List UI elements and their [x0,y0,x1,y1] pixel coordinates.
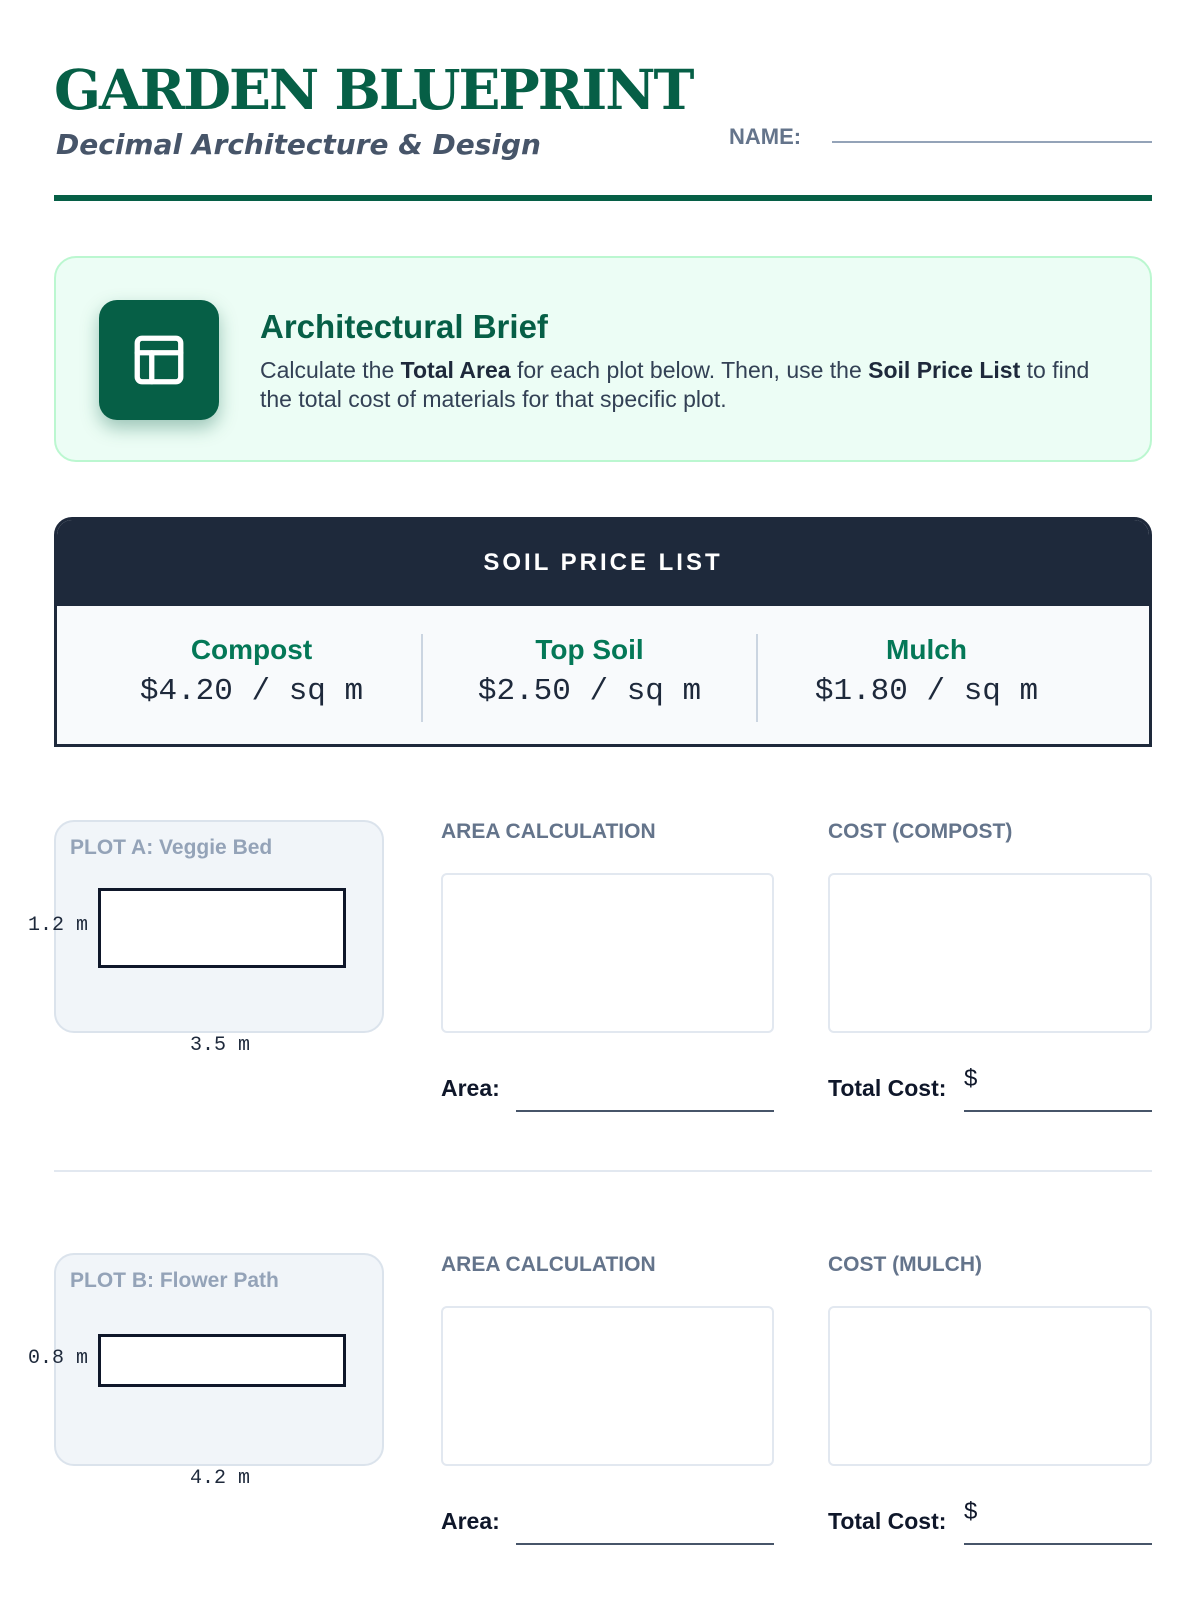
total-cost-label: Total Cost: [828,1075,947,1101]
total-cost-answer-field[interactable] [964,1543,1152,1545]
plot-diagram [54,820,384,1033]
price-item-name: Mulch [886,634,967,665]
cost-heading: COST (COMPOST) [828,820,1013,843]
brief-panel [54,256,1152,462]
plot-height-label: 0.8 m [28,1347,89,1370]
price-item-compost [79,634,424,709]
name-field[interactable] [832,141,1152,143]
cost-calculation-box[interactable] [828,1306,1152,1466]
cost-calculation-box[interactable] [828,873,1152,1033]
area-answer-field[interactable] [516,1110,774,1112]
total-cost-label: Total Cost: [828,1508,947,1534]
dollar-sign: $ [964,1498,978,1525]
section-divider [54,1170,1152,1172]
area-calculation-heading: AREA CALCULATION [441,820,656,843]
plot-width-label: 3.5 m [190,1034,251,1057]
area-label: Area: [441,1075,500,1101]
worksheet-header [54,58,1152,202]
area-label: Area: [441,1508,500,1534]
area-calculation-box[interactable] [441,1306,774,1466]
layout-icon [99,300,219,420]
area-calculation-heading: AREA CALCULATION [441,1253,656,1276]
dollar-sign: $ [964,1065,978,1092]
plot-shape [98,1334,346,1387]
plot-a-section [28,820,1152,1220]
price-item-name: Top Soil [535,634,644,665]
price-item-value: $4.20 / sq m [139,674,364,709]
plot-shape [98,888,346,968]
price-item-value: $1.80 / sq m [814,674,1039,709]
plot-width-label: 4.2 m [190,1467,251,1490]
name-label: NAME: [729,124,802,149]
cost-heading: COST (MULCH) [828,1253,982,1276]
total-cost-answer-field[interactable] [964,1110,1152,1112]
plot-diagram [54,1253,384,1466]
worksheet-title: GARDEN BLUEPRINT [54,57,693,122]
plot-title: PLOT A: Veggie Bed [70,836,273,859]
price-item-mulch [754,634,1099,709]
price-list-heading: SOIL PRICE LIST [57,520,1149,606]
area-answer-field[interactable] [516,1543,774,1545]
header-divider [54,195,1152,201]
price-item-value: $2.50 / sq m [477,674,702,709]
area-calculation-box[interactable] [441,873,774,1033]
brief-title: Architectural Brief [260,308,548,345]
brief-instructions: Calculate the Total Area for each plot below. Then, use the Soil Price List to find the total cost of materials for that specific plot. [260,357,1090,412]
price-item-name: Compost [190,634,313,665]
plot-height-label: 1.2 m [28,914,89,937]
worksheet-subtitle: Decimal Architecture & Design [56,128,541,161]
price-item-top-soil [417,634,762,709]
plot-b-section [28,1253,1152,1600]
plot-title: PLOT B: Flower Path [70,1269,279,1292]
soil-price-list [54,517,1152,747]
